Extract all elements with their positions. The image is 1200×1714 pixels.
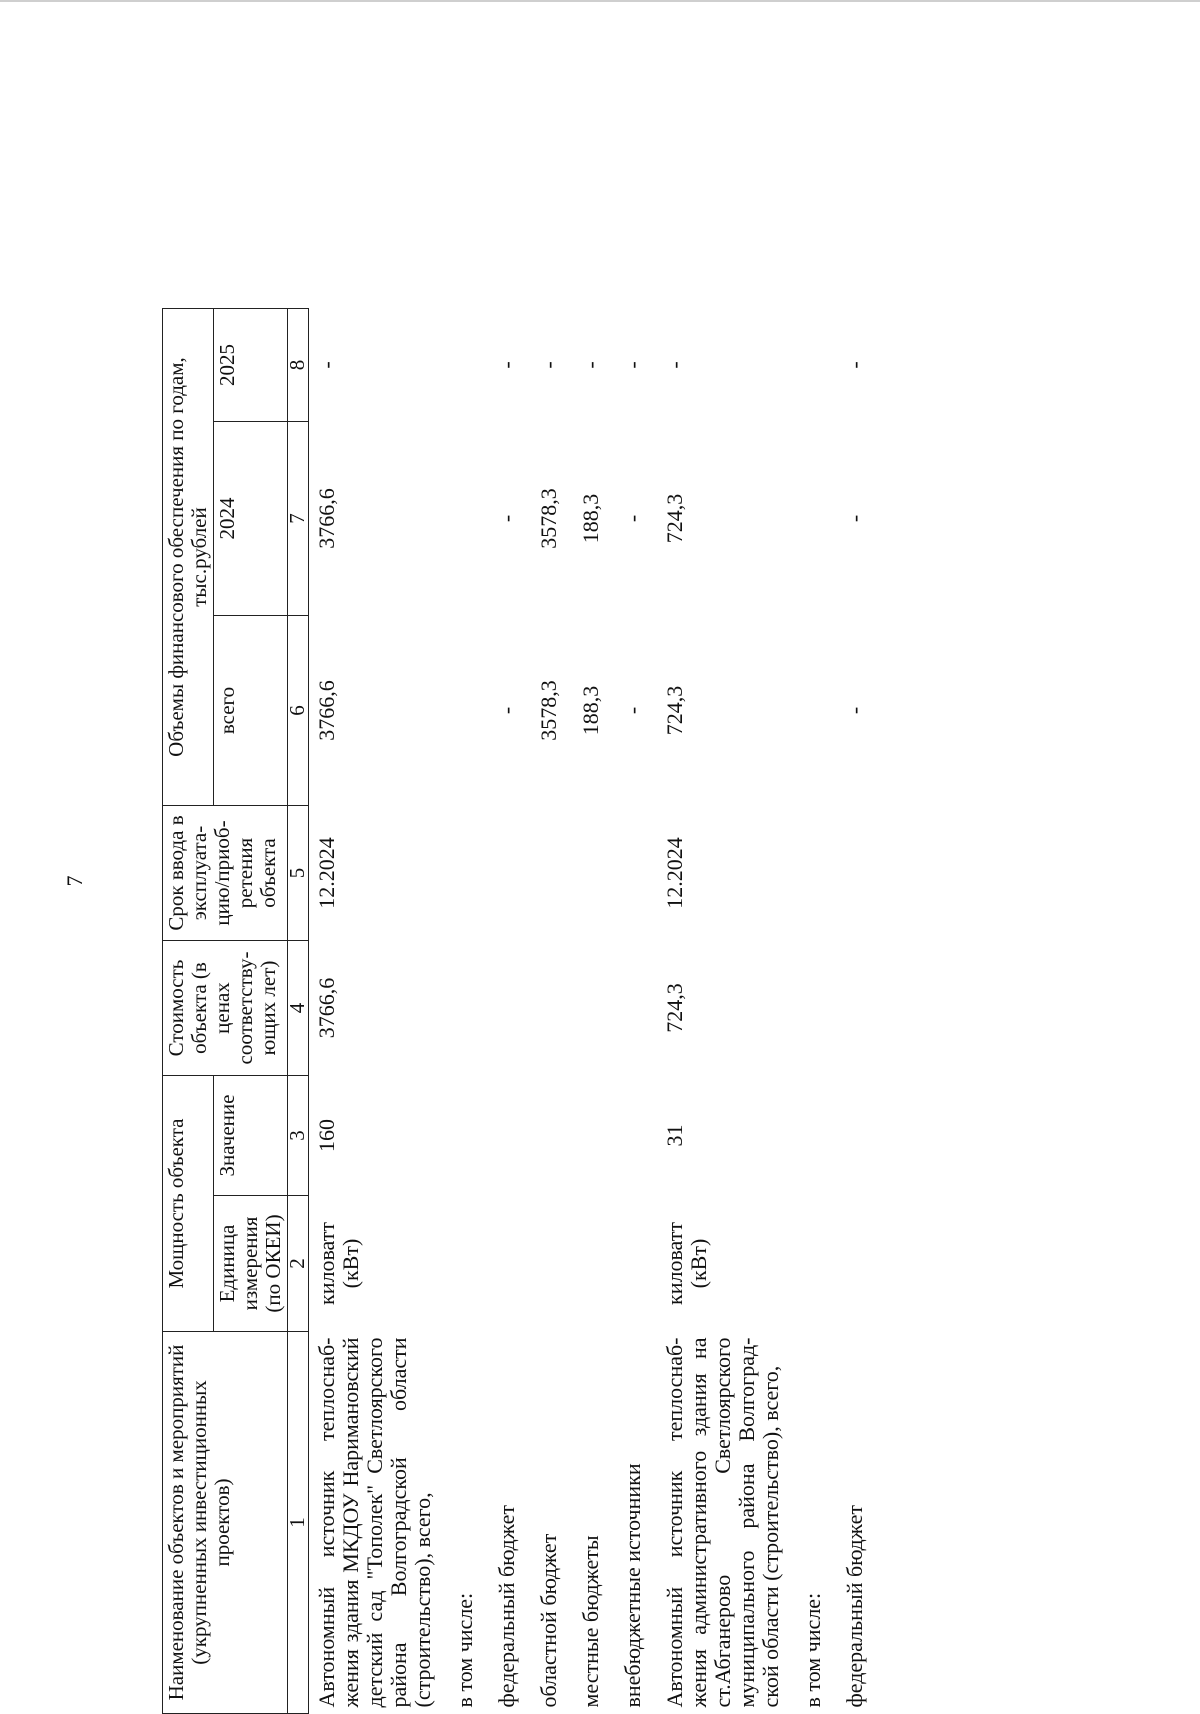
row-unit	[825, 1196, 867, 1332]
row-unit	[435, 1196, 477, 1332]
table-row	[783, 309, 825, 1714]
header-unit: Единица измерения (по ОКЕИ)	[214, 1196, 288, 1332]
row-term: 12.2024	[314, 837, 339, 909]
header-funding-group: Объемы финансового обеспечения по годам, тыс.рублей	[163, 309, 214, 806]
table-row	[309, 309, 436, 1714]
column-number: 1	[288, 1332, 309, 1714]
row-term	[519, 806, 561, 941]
page-number: 7	[62, 875, 87, 887]
row-value	[603, 1076, 645, 1196]
row-2025	[435, 309, 477, 422]
header-power-group: Мощность объекта	[163, 1076, 214, 1332]
row-term: 12.2024	[662, 837, 687, 909]
row-2024	[783, 422, 825, 616]
row-value	[435, 1076, 477, 1196]
column-number: 7	[288, 422, 309, 616]
table-row	[645, 309, 783, 1714]
row-term	[783, 806, 825, 941]
row-2025: -	[494, 361, 519, 369]
row-term	[825, 806, 867, 941]
row-unit	[519, 1196, 561, 1332]
column-number: 3	[288, 1076, 309, 1196]
row-2024: -	[842, 514, 867, 523]
table-row	[477, 309, 519, 1714]
row-2025	[783, 309, 825, 422]
row-value	[519, 1076, 561, 1196]
row-value: 160	[314, 1119, 339, 1152]
column-number: 8	[288, 309, 309, 422]
row-2024: 724,3	[662, 493, 687, 544]
row-total: -	[494, 706, 519, 715]
row-total	[783, 616, 825, 806]
row-2024: -	[620, 514, 645, 523]
row-total: -	[842, 706, 867, 715]
row-2025: -	[536, 361, 561, 369]
row-name: федеральный бюджет	[494, 1505, 519, 1708]
column-number: 5	[288, 806, 309, 941]
row-2025: -	[578, 361, 603, 369]
row-cost	[603, 941, 645, 1076]
header-term: Срок ввода в эксплуата-цию/приоб-ретения объекта	[163, 806, 288, 941]
table-row	[435, 309, 477, 1714]
row-term	[435, 806, 477, 941]
row-total: 3578,3	[536, 680, 561, 741]
row-total: 3766,6	[314, 680, 339, 741]
row-name: Автономный источник теплоснаб-жения административного здания на ст.Абганерово Светлоярского муниципального района Волгоград-ской области (строительство), всего,	[662, 1337, 783, 1708]
header-2025: 2025	[214, 309, 288, 422]
row-2025: -	[620, 361, 645, 369]
row-cost	[435, 941, 477, 1076]
column-number: 6	[288, 616, 309, 806]
row-cost	[825, 941, 867, 1076]
row-2024: 3766,6	[314, 488, 339, 549]
header-2024: 2024	[214, 422, 288, 616]
row-value	[477, 1076, 519, 1196]
row-total: 188,3	[578, 685, 603, 736]
row-unit: киловатт (кВт)	[314, 1222, 363, 1305]
financing-table	[162, 308, 867, 1714]
table-row	[603, 309, 645, 1714]
row-2024: -	[494, 514, 519, 523]
row-name: в том числе:	[800, 1592, 825, 1708]
row-term	[603, 806, 645, 941]
row-name: в том числе:	[452, 1592, 477, 1708]
row-total: 724,3	[662, 685, 687, 736]
row-unit	[477, 1196, 519, 1332]
row-cost	[783, 941, 825, 1076]
table-row	[825, 309, 867, 1714]
header-cost: Стоимость объекта (в ценах соответству-ющих лет)	[163, 941, 288, 1076]
header-total: всего	[214, 616, 288, 806]
column-number: 2	[288, 1196, 309, 1332]
row-value	[561, 1076, 603, 1196]
row-2025: -	[314, 361, 339, 369]
row-name: местные бюджеты	[578, 1535, 603, 1708]
row-cost	[519, 941, 561, 1076]
header-name: Наименование объектов и мероприятий (укрупненных инвестиционных проектов)	[163, 1332, 288, 1714]
row-cost: 724,3	[662, 983, 687, 1033]
row-total: -	[620, 706, 645, 715]
row-cost	[477, 941, 519, 1076]
row-cost: 3766,6	[314, 977, 339, 1039]
row-term	[477, 806, 519, 941]
row-unit	[783, 1196, 825, 1332]
row-value	[783, 1076, 825, 1196]
row-total	[435, 616, 477, 806]
row-2024: 188,3	[578, 493, 603, 544]
row-term	[561, 806, 603, 941]
row-name: Автономный источник теплоснаб-жения здания МКДОУ Наримановский детский сад "Тополек" Светлоярского района Волгоградской области (строительство), всего,	[314, 1337, 435, 1708]
row-2025: -	[842, 361, 867, 369]
table-row	[519, 309, 561, 1714]
row-unit	[603, 1196, 645, 1332]
row-name: федеральный бюджет	[842, 1505, 867, 1708]
row-name: областной бюджет	[536, 1533, 561, 1708]
rotated-page	[162, 0, 1200, 1714]
row-value: 31	[662, 1124, 687, 1147]
row-2025: -	[662, 361, 687, 369]
row-cost	[561, 941, 603, 1076]
table-row	[561, 309, 603, 1714]
row-value	[825, 1076, 867, 1196]
column-number: 4	[288, 941, 309, 1076]
row-unit	[561, 1196, 603, 1332]
row-2024	[435, 422, 477, 616]
row-unit: киловатт (кВт)	[662, 1222, 711, 1305]
row-name: внебюджетные источники	[620, 1463, 645, 1708]
row-2024: 3578,3	[536, 488, 561, 549]
header-value: Значение	[214, 1076, 288, 1196]
